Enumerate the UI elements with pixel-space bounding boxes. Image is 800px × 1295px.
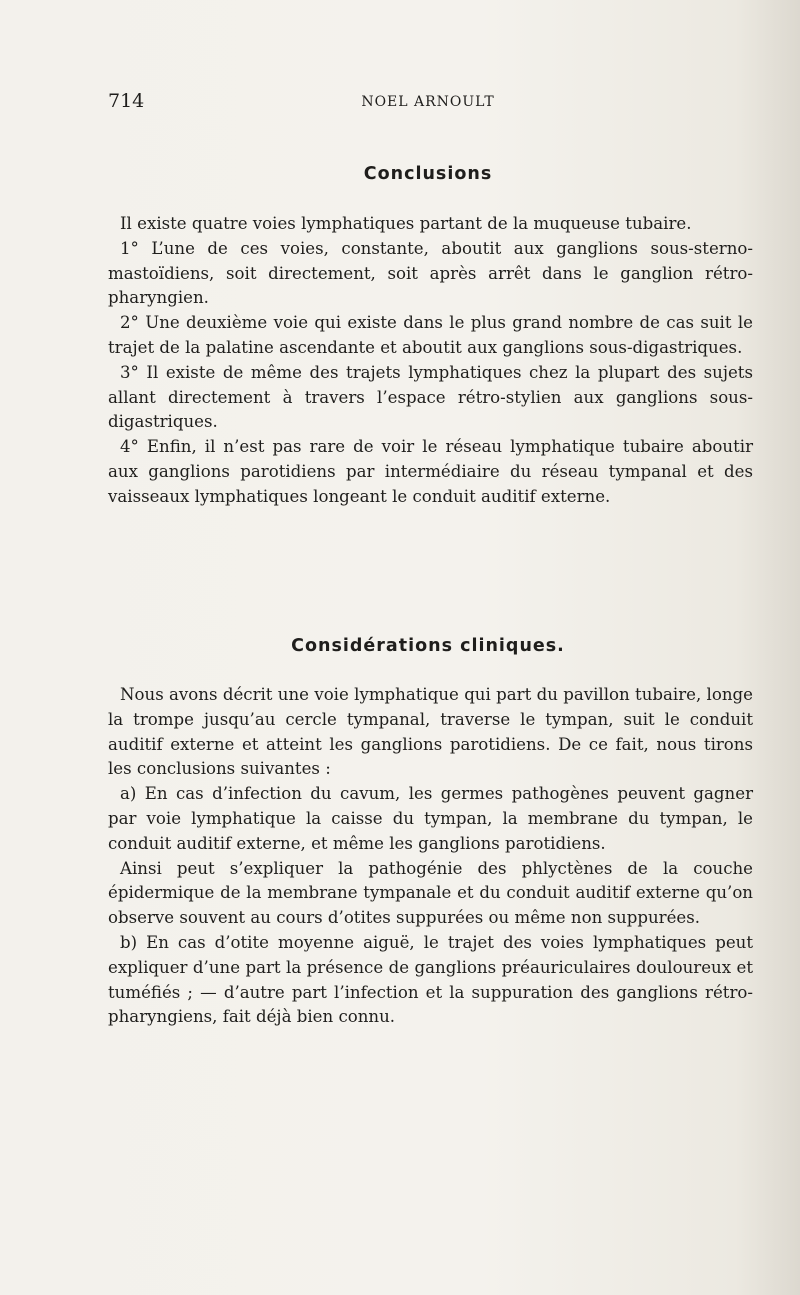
paragraph: Il existe quatre voies lymphatiques partant de la muqueuse tubaire. [120, 214, 692, 233]
list-item: 1° L’une de ces voies, constante, aboutit aux ganglions sous-sterno-mastoïdiens, soit directement, soit après arrêt dans le ganglion rétro-pharyngien. [108, 238, 753, 308]
list-item: a) En cas d’infection du cavum, les germes pathogènes peuvent gagner par voie lymphatique la caisse du tympan, la membrane du tympan, le conduit auditif externe, et même les ganglions parotidiens. [108, 784, 753, 853]
list-item: b) En cas d’otite moyenne aiguë, le trajet des voies lymphatiques peut expliquer d’une part la présence de ganglions préauriculaires douloureux et tuméfiés ; — d’autre part l’infection et la suppuration des ganglions rétro-pharyngiens, fait déjà bien connu. [108, 932, 753, 1027]
list-item: 3° Il existe de même des trajets lymphatiques chez la plupart des sujets allant directement à travers l’espace rétro-stylien aux ganglions sous-digastriques. [108, 362, 753, 432]
section-title-clinical: Considérations cliniques. [291, 636, 565, 656]
paragraph: Nous avons décrit une voie lymphatique qui part du pavillon tubaire, longe la trompe jusqu’au cercle tympanal, traverse le tympan, suit le conduit auditif externe et atteint les ganglions parotidiens. De ce fait, nous tirons les conclusions suivantes : [108, 685, 753, 779]
list-item: 2° Une deuxième voie qui existe dans le plus grand nombre de cas suit le trajet de la palatine ascendante et aboutit aux ganglions sous-digastriques. [108, 313, 753, 357]
page-number: 714 [108, 90, 145, 112]
paragraph: Ainsi peut s’expliquer la pathogénie des phlyctènes de la couche épidermique de la membrane tympanale et du conduit auditif externe qu’on observe souvent au cours d’otites suppurées ou même non suppurées. [108, 858, 753, 928]
section-title-conclusions: Conclusions [363, 164, 493, 184]
conclusions-body [108, 212, 753, 510]
list-item: 4° Enfin, il n’est pas rare de voir le réseau lymphatique tubaire aboutir aux ganglions parotidiens par intermédiaire du réseau tympanal et des vaisseaux lymphatiques longeant le conduit auditif externe. [108, 437, 753, 506]
clinical-body [108, 683, 753, 1030]
running-title: NOEL ARNOULT [361, 94, 495, 110]
running-header [108, 90, 748, 120]
